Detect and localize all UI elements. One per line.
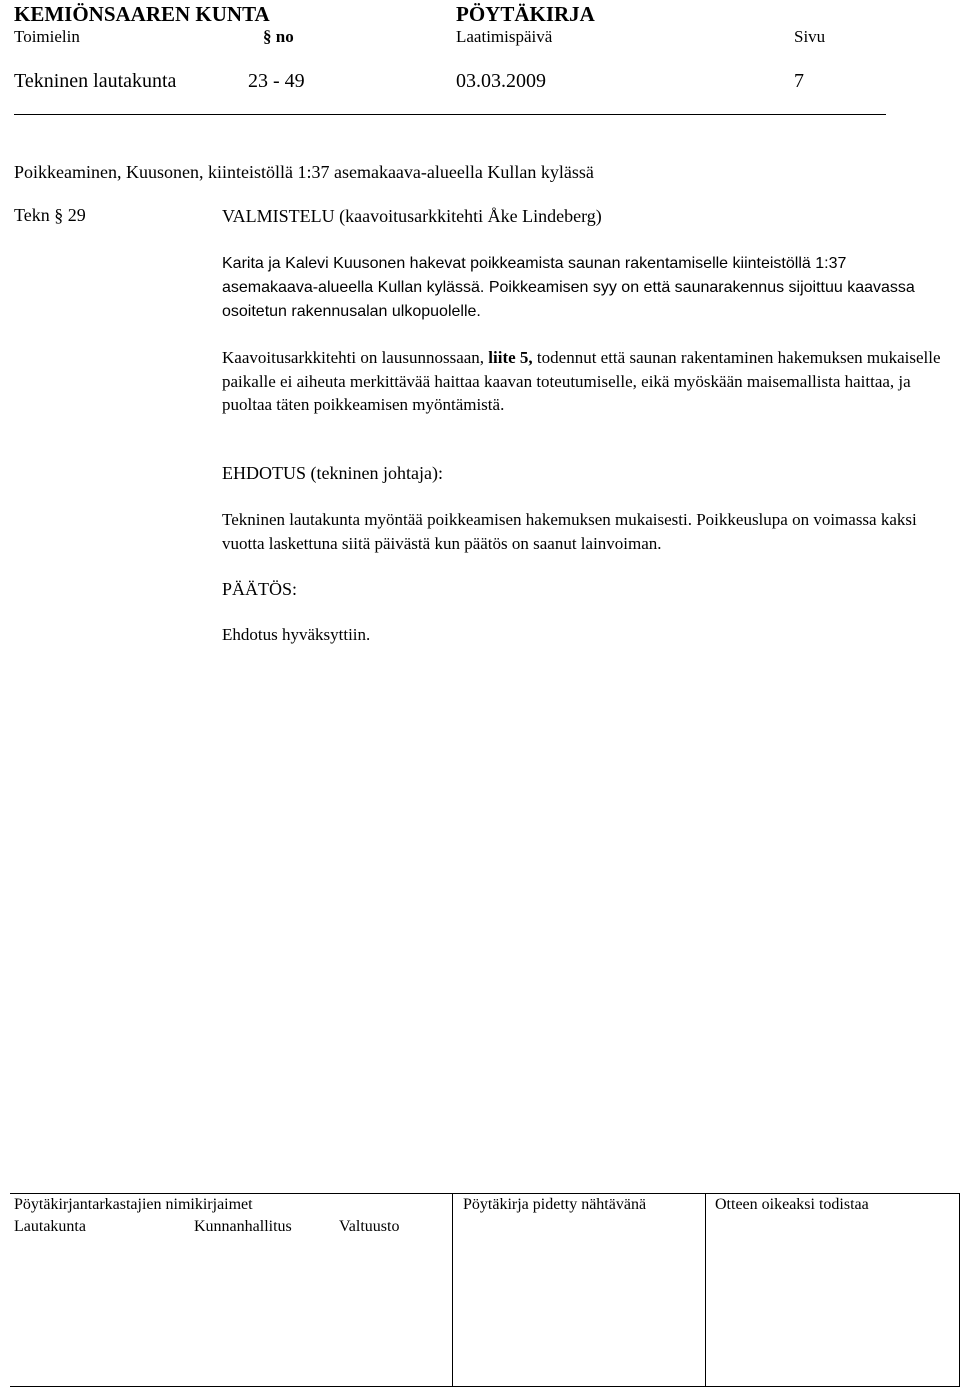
document-type: PÖYTÄKIRJA [456,2,595,26]
footer-divider-2 [705,1194,706,1386]
footer-body-lautakunta: Lautakunta [14,1218,86,1235]
paragraph-application: Karita ja Kalevi Kuusonen hakevat poikkeamista saunan rakentamiselle kiinteistöllä 1:37 asemakaava-alueella Kullan kylässä. Poikkeamisen syy on että saunarakennus sijoittuu kaavassa osoitetun rakennusalan ulkopuolelle. [222,255,915,320]
header-divider [14,114,886,115]
label-number-text: no [275,27,294,46]
displayed-label: Pöytäkirja pidetty nähtävänä [463,1196,647,1213]
signature-footer [10,1193,960,1387]
certified-label: Otteen oikeaksi todistaa [715,1196,869,1213]
value-page: 7 [794,70,804,92]
footer-body-kunnanhallitus: Kunnanhallitus [194,1218,292,1235]
preparation-heading: VALMISTELU (kaavoitusarkkitehti Åke Lindeberg) [222,206,602,226]
attachment-ref: liite 5, [488,348,533,367]
section-number: Tekn § 29 [14,205,86,225]
label-page: Sivu [794,27,826,46]
proposal-heading: EHDOTUS (tekninen johtaja): [222,463,443,483]
footer-divider-1 [452,1194,453,1386]
initials-label: Pöytäkirjantarkastajien nimikirjaimet [14,1196,253,1213]
statement-text-a: Kaavoitusarkkitehti on lausunnossaan, [222,348,489,367]
statement-text-b: todennut että saunan rakentaminen hakemuksen mukaiselle paikalle ei aiheuta merkittävää haittaa kaavan toteutumiselle, eikä myöskään maisemallista haittaa, ja puoltaa täten poikkeamisen myöntämistä. [222,348,941,414]
paragraph-statement [222,346,942,417]
label-body: Toimielin [14,27,80,46]
value-date: 03.03.2009 [456,70,546,92]
organization-name: KEMIÖNSAAREN KUNTA [14,2,270,26]
footer-body-valtuusto: Valtuusto [339,1218,400,1235]
label-number: § no [263,27,294,46]
decision-heading: PÄÄTÖS: [222,579,298,599]
label-date: Laatimispäivä [456,27,553,46]
value-body: Tekninen lautakunta [14,70,177,92]
item-title: Poikkeaminen, Kuusonen, kiinteistöllä 1:37 asemakaava-alueella Kullan kylässä [14,162,594,182]
value-number: 23 - 49 [248,70,305,92]
proposal-text: Tekninen lautakunta myöntää poikkeamisen hakemuksen mukaisesti. Poikkeuslupa on voimassa kaksi vuotta laskettuna siitä päivästä kun päätös on saanut lainvoiman. [222,510,917,553]
decision-text: Ehdotus hyväksyttiin. [222,625,371,644]
